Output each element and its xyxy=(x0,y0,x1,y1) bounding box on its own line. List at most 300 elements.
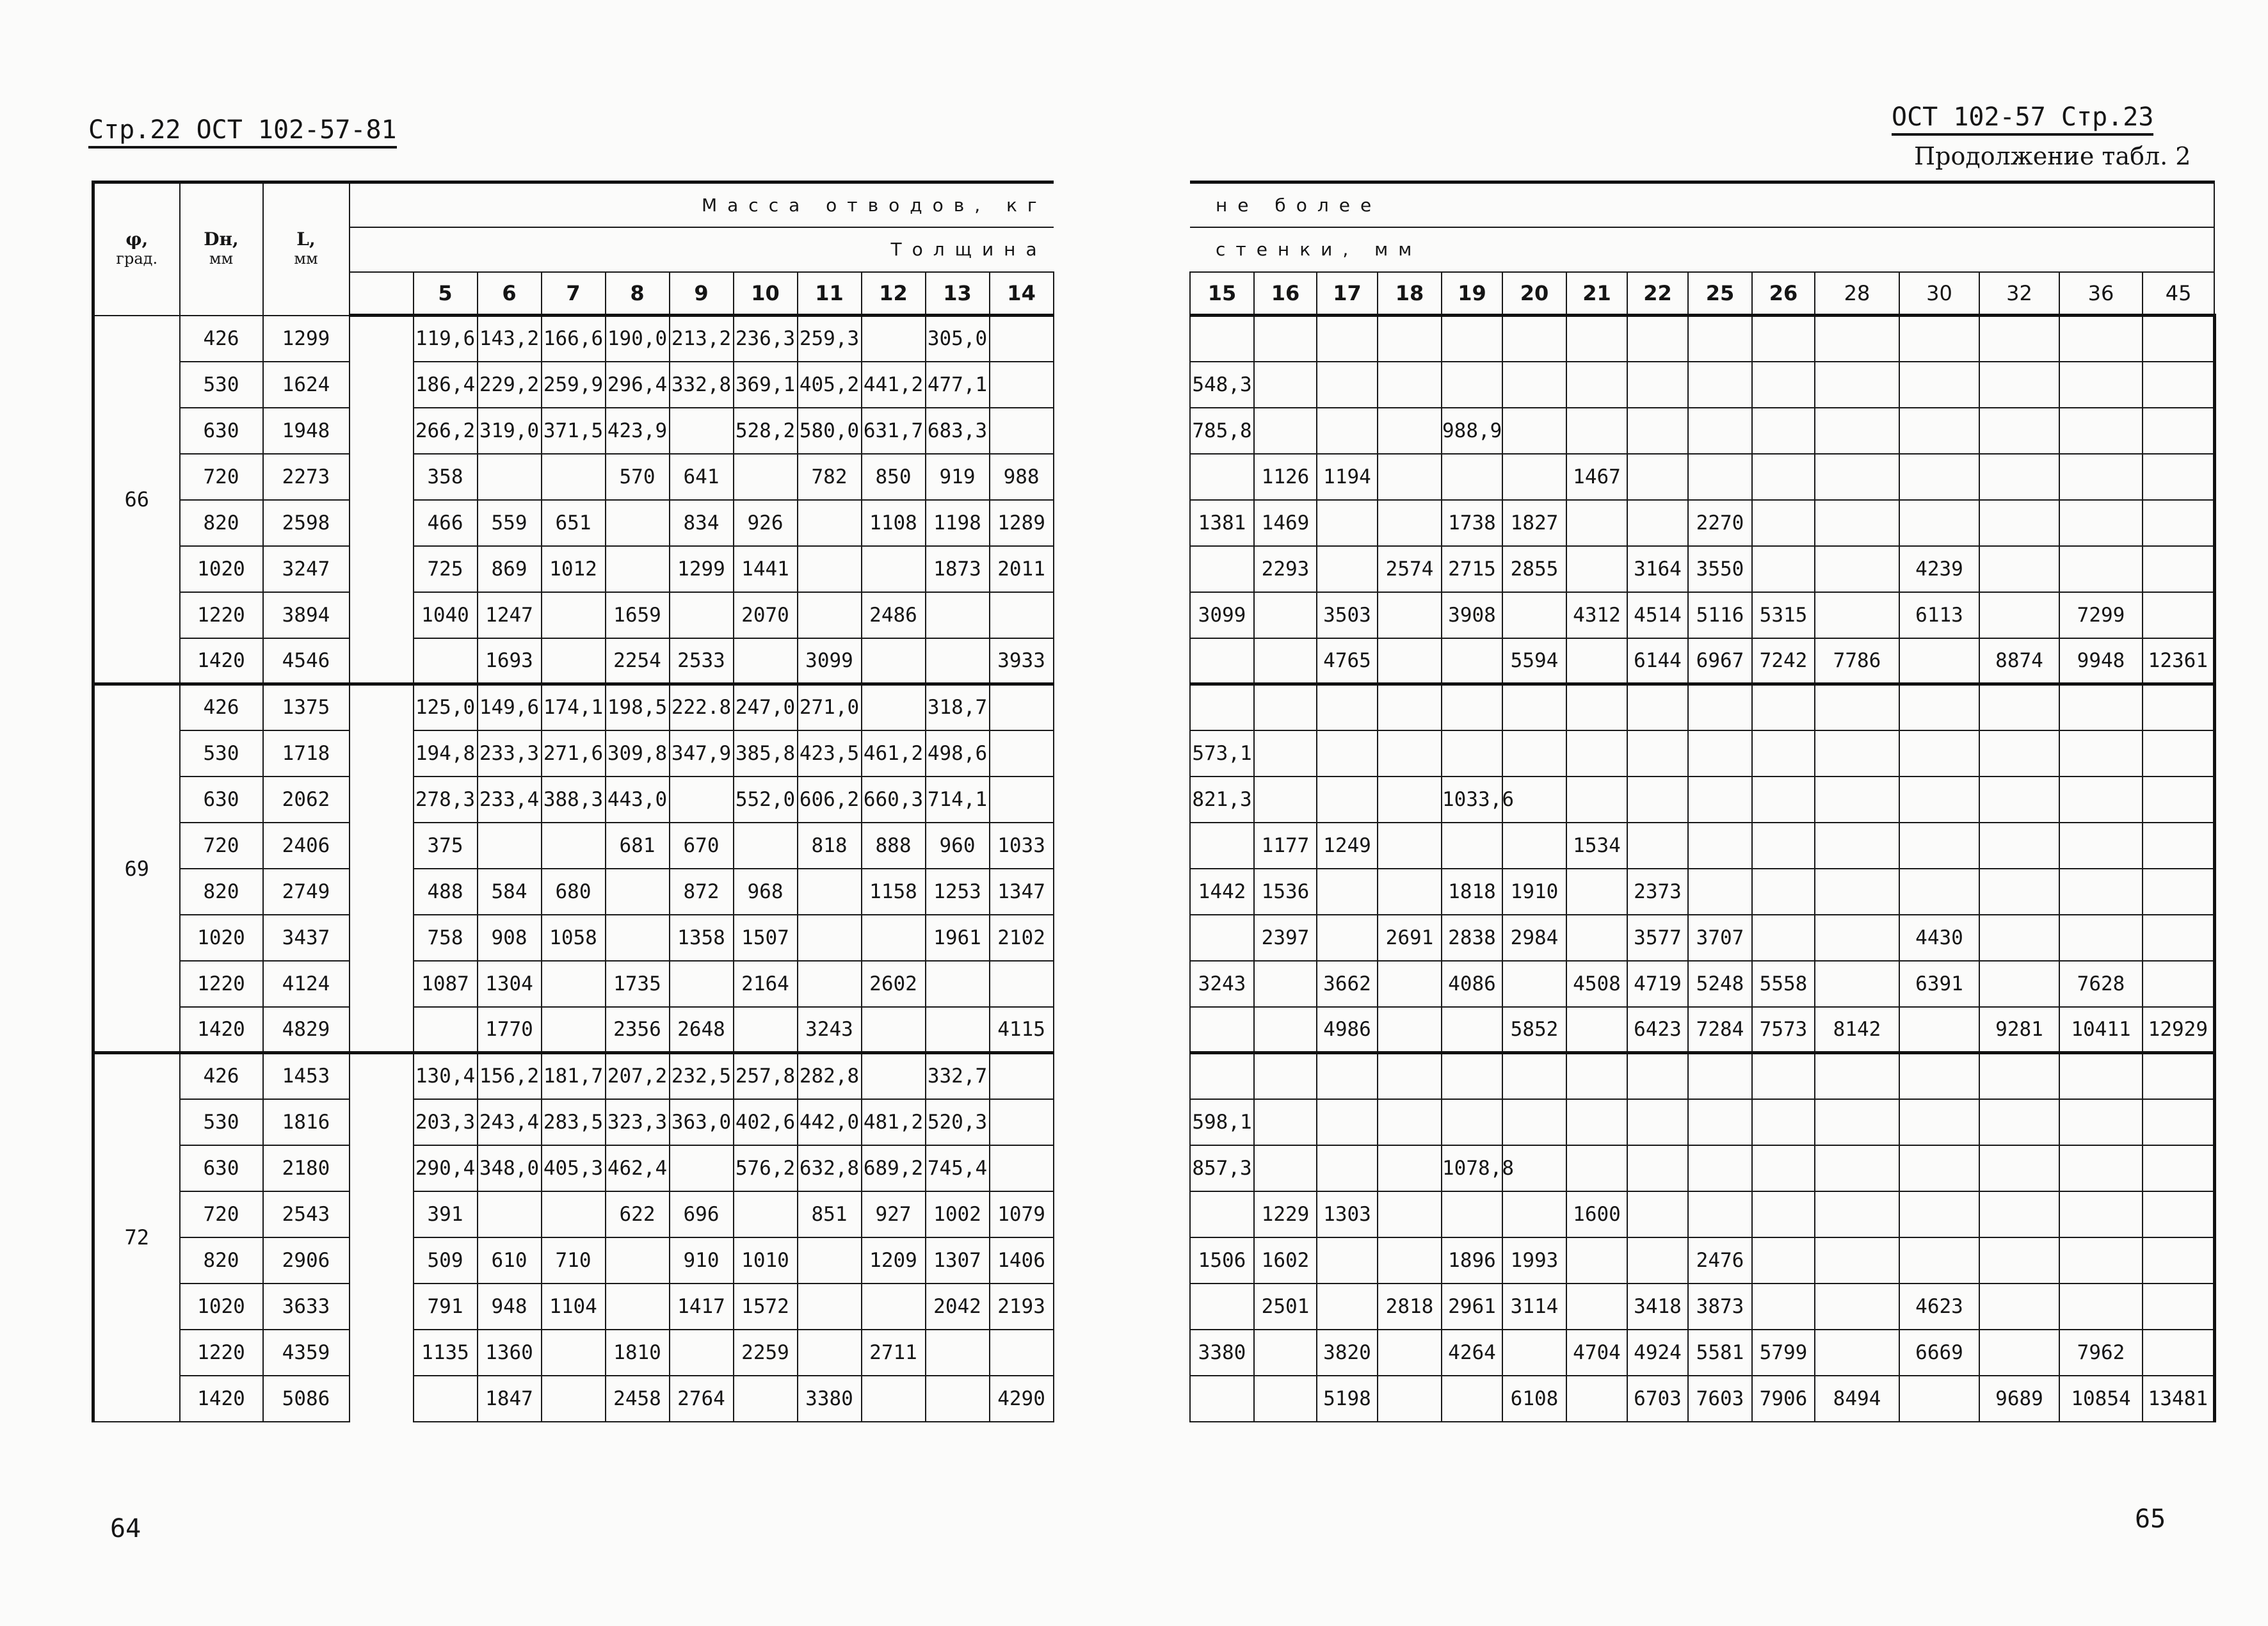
mass-cell: 2574 xyxy=(1378,546,1442,592)
mass-cell xyxy=(1190,546,1254,592)
mass-cell: 405,3 xyxy=(542,1145,606,1191)
mass-cell xyxy=(926,1007,990,1053)
mass-cell xyxy=(1566,1145,1627,1191)
mass-cell: 7573 xyxy=(1752,1007,1815,1053)
mass-cell xyxy=(2143,684,2214,730)
mass-cell xyxy=(1627,1099,1688,1145)
dn-header xyxy=(180,182,263,316)
spacer-cell xyxy=(350,823,414,869)
mass-cell xyxy=(1442,1191,1502,1237)
table-row xyxy=(93,777,1054,823)
mass-cell xyxy=(862,1376,926,1422)
mass-cell: 3908 xyxy=(1442,592,1502,638)
mass-cell xyxy=(606,869,670,915)
mass-cell: 243,4 xyxy=(478,1099,542,1145)
mass-cell xyxy=(1254,684,1317,730)
mass-cell: 1307 xyxy=(926,1237,990,1284)
mass-cell: 584 xyxy=(478,869,542,915)
mass-cell xyxy=(1899,1099,1979,1145)
mass-cell: 960 xyxy=(926,823,990,869)
mass-cell xyxy=(1752,546,1815,592)
mass-cell xyxy=(2059,316,2143,362)
mass-cell: 375 xyxy=(414,823,478,869)
mass-cell xyxy=(1442,316,1502,362)
mass-cell xyxy=(1979,500,2059,546)
mass-cell: 1659 xyxy=(606,592,670,638)
mass-cell xyxy=(1502,1053,1566,1099)
diameter-cell: 1220 xyxy=(180,961,263,1007)
mass-cell: 2648 xyxy=(670,1007,734,1053)
mass-cell: 7906 xyxy=(1752,1376,1815,1422)
mass-cell: 6423 xyxy=(1627,1007,1688,1053)
mass-cell xyxy=(1317,408,1378,454)
mass-cell: 6669 xyxy=(1899,1330,1979,1376)
mass-cell: 1896 xyxy=(1442,1237,1502,1284)
diameter-cell: 530 xyxy=(180,730,263,777)
mass-cell xyxy=(1502,454,1566,500)
mass-cell xyxy=(2143,869,2214,915)
mass-cell: 363,0 xyxy=(670,1099,734,1145)
mass-cell xyxy=(1378,592,1442,638)
mass-cell xyxy=(1317,730,1378,777)
mass-cell: 2691 xyxy=(1378,915,1442,961)
mass-cell: 4704 xyxy=(1566,1330,1627,1376)
mass-cell: 2070 xyxy=(734,592,798,638)
mass-cell xyxy=(1627,316,1688,362)
mass-cell xyxy=(1566,1284,1627,1330)
mass-cell xyxy=(1254,638,1317,684)
mass-cell xyxy=(990,1053,1054,1099)
mass-cell xyxy=(798,1284,862,1330)
diameter-cell: 1420 xyxy=(180,638,263,684)
mass-cell xyxy=(1815,454,1899,500)
table-row xyxy=(93,592,1054,638)
mass-cell: 2254 xyxy=(606,638,670,684)
mass-cell: 9281 xyxy=(1979,1007,2059,1053)
diameter-cell: 1420 xyxy=(180,1376,263,1422)
table-row xyxy=(93,454,1054,500)
mass-cell xyxy=(2059,546,2143,592)
mass-cell: 509 xyxy=(414,1237,478,1284)
mass-cell xyxy=(1688,316,1752,362)
mass-heading-right: не более xyxy=(1190,182,2214,227)
mass-cell xyxy=(1378,454,1442,500)
mass-cell xyxy=(862,915,926,961)
mass-cell xyxy=(1566,869,1627,915)
thickness-col-header: 28 xyxy=(1815,272,1899,316)
mass-cell: 2501 xyxy=(1254,1284,1317,1330)
mass-cell xyxy=(1317,869,1378,915)
mass-cell xyxy=(670,408,734,454)
mass-cell: 391 xyxy=(414,1191,478,1237)
mass-cell: 423,9 xyxy=(606,408,670,454)
mass-cell xyxy=(1190,638,1254,684)
mass-cell: 2356 xyxy=(606,1007,670,1053)
mass-cell: 12361 xyxy=(2143,638,2214,684)
mass-cell: 5558 xyxy=(1752,961,1815,1007)
mass-cell xyxy=(1688,869,1752,915)
length-cell: 2543 xyxy=(263,1191,350,1237)
table-row xyxy=(1190,823,2214,869)
mass-cell: 385,8 xyxy=(734,730,798,777)
mass-cell xyxy=(1979,869,2059,915)
mass-cell xyxy=(1566,684,1627,730)
mass-cell xyxy=(1688,362,1752,408)
mass-cell: 850 xyxy=(862,454,926,500)
mass-cell xyxy=(670,961,734,1007)
mass-cell xyxy=(670,777,734,823)
mass-cell: 1078,8 xyxy=(1442,1145,1502,1191)
mass-cell xyxy=(2143,1284,2214,1330)
mass-cell: 696 xyxy=(670,1191,734,1237)
length-cell: 1299 xyxy=(263,316,350,362)
mass-cell xyxy=(1979,592,2059,638)
thickness-col-header: 20 xyxy=(1502,272,1566,316)
mass-cell: 5116 xyxy=(1688,592,1752,638)
mass-cell: 651 xyxy=(542,500,606,546)
mass-cell: 1198 xyxy=(926,500,990,546)
mass-cell: 670 xyxy=(670,823,734,869)
mass-cell: 4514 xyxy=(1627,592,1688,638)
mass-cell: 4508 xyxy=(1566,961,1627,1007)
dn-unit: мм xyxy=(209,250,234,268)
diameter-cell: 426 xyxy=(180,684,263,730)
mass-cell xyxy=(1815,730,1899,777)
mass-cell xyxy=(1190,454,1254,500)
mass-cell: 5198 xyxy=(1317,1376,1378,1422)
mass-cell xyxy=(1254,1053,1317,1099)
mass-cell xyxy=(606,546,670,592)
mass-cell xyxy=(1502,362,1566,408)
mass-cell xyxy=(1899,1145,1979,1191)
mass-cell: 2818 xyxy=(1378,1284,1442,1330)
mass-cell xyxy=(2059,454,2143,500)
mass-cell: 6113 xyxy=(1899,592,1979,638)
mass-cell: 1506 xyxy=(1190,1237,1254,1284)
table-row xyxy=(93,915,1054,961)
table-row xyxy=(93,1053,1054,1099)
mass-cell: 332,8 xyxy=(670,362,734,408)
mass-cell: 598,1 xyxy=(1190,1099,1254,1145)
thickness-col-header: 15 xyxy=(1190,272,1254,316)
angle-cell: 69 xyxy=(93,684,180,1053)
mass-cell xyxy=(606,500,670,546)
mass-cell: 680 xyxy=(542,869,606,915)
table-row xyxy=(1190,869,2214,915)
phi-label: φ, xyxy=(125,229,149,250)
length-cell: 2749 xyxy=(263,869,350,915)
mass-cell: 2961 xyxy=(1442,1284,1502,1330)
diameter-cell: 1020 xyxy=(180,1284,263,1330)
mass-cell xyxy=(1502,1099,1566,1145)
mass-cell: 2764 xyxy=(670,1376,734,1422)
mass-cell: 477,1 xyxy=(926,362,990,408)
thickness-col-header: 16 xyxy=(1254,272,1317,316)
spacer-cell xyxy=(350,408,414,454)
mass-cell: 5852 xyxy=(1502,1007,1566,1053)
mass-cell xyxy=(2059,408,2143,454)
table-row xyxy=(93,1145,1054,1191)
mass-cell xyxy=(1502,730,1566,777)
spacer-cell xyxy=(350,1191,414,1237)
mass-cell xyxy=(1442,684,1502,730)
length-cell: 3437 xyxy=(263,915,350,961)
mass-cell: 7603 xyxy=(1688,1376,1752,1422)
mass-cell xyxy=(1502,408,1566,454)
mass-cell xyxy=(1254,777,1317,823)
mass-cell: 1158 xyxy=(862,869,926,915)
mass-cell: 461,2 xyxy=(862,730,926,777)
mass-cell: 3099 xyxy=(1190,592,1254,638)
mass-cell: 462,4 xyxy=(606,1145,670,1191)
mass-cell xyxy=(1317,500,1378,546)
mass-cell: 7962 xyxy=(2059,1330,2143,1376)
mass-cell xyxy=(1752,362,1815,408)
mass-cell xyxy=(2059,1099,2143,1145)
mass-cell: 4765 xyxy=(1317,638,1378,684)
mass-cell: 1289 xyxy=(990,500,1054,546)
mass-cell: 3243 xyxy=(1190,961,1254,1007)
mass-cell: 1536 xyxy=(1254,869,1317,915)
diameter-cell: 426 xyxy=(180,316,263,362)
length-cell: 1718 xyxy=(263,730,350,777)
mass-cell xyxy=(1317,1284,1378,1330)
thickness-col-header: 45 xyxy=(2143,272,2214,316)
mass-cell xyxy=(2059,500,2143,546)
mass-cell xyxy=(798,546,862,592)
mass-cell xyxy=(1752,915,1815,961)
mass-cell: 1247 xyxy=(478,592,542,638)
mass-cell xyxy=(1815,546,1899,592)
mass-cell: 130,4 xyxy=(414,1053,478,1099)
mass-cell xyxy=(1442,362,1502,408)
table-row xyxy=(1190,638,2214,684)
mass-cell xyxy=(1815,915,1899,961)
mass-cell xyxy=(1502,961,1566,1007)
mass-cell: 1358 xyxy=(670,915,734,961)
length-cell: 1375 xyxy=(263,684,350,730)
table-row xyxy=(1190,961,2214,1007)
mass-cell xyxy=(1627,777,1688,823)
mass-cell: 641 xyxy=(670,454,734,500)
mass-cell xyxy=(1627,730,1688,777)
mass-cell xyxy=(1254,1099,1317,1145)
mass-cell: 606,2 xyxy=(798,777,862,823)
mass-cell xyxy=(542,1376,606,1422)
mass-cell: 6108 xyxy=(1502,1376,1566,1422)
mass-cell xyxy=(606,1284,670,1330)
spacer-cell xyxy=(350,454,414,500)
mass-cell: 1347 xyxy=(990,869,1054,915)
table-row xyxy=(93,408,1054,454)
length-cell: 2062 xyxy=(263,777,350,823)
mass-cell: 622 xyxy=(606,1191,670,1237)
mass-cell: 1818 xyxy=(1442,869,1502,915)
mass-cell: 271,6 xyxy=(542,730,606,777)
mass-cell xyxy=(1627,1145,1688,1191)
mass-cell: 2984 xyxy=(1502,915,1566,961)
mass-cell: 1040 xyxy=(414,592,478,638)
mass-cell xyxy=(1442,1099,1502,1145)
mass-cell: 631,7 xyxy=(862,408,926,454)
mass-cell: 8142 xyxy=(1815,1007,1899,1053)
mass-cell xyxy=(1378,1145,1442,1191)
mass-cell: 520,3 xyxy=(926,1099,990,1145)
mass-cell xyxy=(1752,316,1815,362)
mass-cell: 1441 xyxy=(734,546,798,592)
mass-cell xyxy=(1899,1053,1979,1099)
mass-cell xyxy=(2143,1145,2214,1191)
mass-cell xyxy=(1317,684,1378,730)
mass-cell xyxy=(1442,1376,1502,1422)
mass-cell: 576,2 xyxy=(734,1145,798,1191)
mass-cell xyxy=(1752,1284,1815,1330)
table-row xyxy=(93,638,1054,684)
thickness-col-header: 18 xyxy=(1378,272,1442,316)
mass-heading-left: Масса отводов, кг xyxy=(350,182,1054,227)
diameter-cell: 820 xyxy=(180,500,263,546)
mass-cell: 1810 xyxy=(606,1330,670,1376)
length-cell: 1453 xyxy=(263,1053,350,1099)
mass-cell xyxy=(1317,1099,1378,1145)
mass-cell xyxy=(1979,777,2059,823)
table-row xyxy=(1190,454,2214,500)
mass-cell: 1249 xyxy=(1317,823,1378,869)
mass-cell xyxy=(1752,454,1815,500)
mass-cell xyxy=(2143,1191,2214,1237)
mass-cell: 348,0 xyxy=(478,1145,542,1191)
mass-cell xyxy=(2059,730,2143,777)
mass-cell: 2373 xyxy=(1627,869,1688,915)
mass-cell xyxy=(1899,1191,1979,1237)
mass-cell: 156,2 xyxy=(478,1053,542,1099)
mass-cell xyxy=(1815,777,1899,823)
mass-cell xyxy=(1566,500,1627,546)
mass-cell: 821,3 xyxy=(1190,777,1254,823)
mass-cell xyxy=(1378,961,1442,1007)
table-row xyxy=(1190,1007,2214,1053)
mass-cell xyxy=(1979,961,2059,1007)
mass-cell: 12929 xyxy=(2143,1007,2214,1053)
diameter-cell: 530 xyxy=(180,1099,263,1145)
mass-cell xyxy=(606,915,670,961)
mass-cell: 257,8 xyxy=(734,1053,798,1099)
mass-cell: 232,5 xyxy=(670,1053,734,1099)
mass-cell xyxy=(1378,1007,1442,1053)
mass-cell xyxy=(2143,316,2214,362)
mass-cell: 851 xyxy=(798,1191,862,1237)
mass-cell xyxy=(1815,1237,1899,1284)
mass-cell xyxy=(1815,684,1899,730)
mass-cell xyxy=(1190,316,1254,362)
mass-cell xyxy=(1688,1099,1752,1145)
mass-cell xyxy=(1688,1191,1752,1237)
spacer-cell xyxy=(350,915,414,961)
mass-cell xyxy=(2059,777,2143,823)
mass-cell xyxy=(926,1376,990,1422)
mass-cell xyxy=(1979,1330,2059,1376)
mass-cell xyxy=(2143,961,2214,1007)
mass-cell xyxy=(1752,1237,1815,1284)
mass-cell xyxy=(1442,1053,1502,1099)
mass-cell: 2855 xyxy=(1502,546,1566,592)
mass-cell xyxy=(2143,1237,2214,1284)
mass-cell xyxy=(1815,408,1899,454)
mass-cell xyxy=(2059,1191,2143,1237)
mass-cell xyxy=(1815,592,1899,638)
mass-cell xyxy=(1190,915,1254,961)
length-cell: 1816 xyxy=(263,1099,350,1145)
mass-cell: 1534 xyxy=(1566,823,1627,869)
mass-cell: 1010 xyxy=(734,1237,798,1284)
mass-cell: 2486 xyxy=(862,592,926,638)
mass-cell xyxy=(1502,1191,1566,1237)
mass-cell xyxy=(542,823,606,869)
mass-cell xyxy=(1899,454,1979,500)
mass-cell xyxy=(1688,454,1752,500)
mass-cell xyxy=(1378,408,1442,454)
length-cell: 5086 xyxy=(263,1376,350,1422)
mass-cell: 4924 xyxy=(1627,1330,1688,1376)
mass-cell xyxy=(1254,316,1317,362)
spacer-cell xyxy=(350,500,414,546)
mass-cell: 3820 xyxy=(1317,1330,1378,1376)
mass-cell xyxy=(2143,1099,2214,1145)
mass-cell xyxy=(1815,869,1899,915)
mass-cell xyxy=(1979,1191,2059,1237)
mass-cell xyxy=(2059,684,2143,730)
mass-cell xyxy=(2143,777,2214,823)
table-row xyxy=(93,1237,1054,1284)
mass-cell xyxy=(1752,408,1815,454)
mass-cell: 1572 xyxy=(734,1284,798,1330)
mass-cell: 4290 xyxy=(990,1376,1054,1422)
mass-cell xyxy=(1502,823,1566,869)
table-row xyxy=(1190,1284,2214,1330)
mass-cell: 290,4 xyxy=(414,1145,478,1191)
diameter-cell: 630 xyxy=(180,408,263,454)
mass-cell xyxy=(1979,1145,2059,1191)
mass-cell xyxy=(1979,316,2059,362)
mass-cell xyxy=(1378,777,1442,823)
mass-cell: 2711 xyxy=(862,1330,926,1376)
table-row xyxy=(1190,777,2214,823)
table-row xyxy=(93,362,1054,408)
mass-cell xyxy=(1317,1145,1378,1191)
mass-cell: 296,4 xyxy=(606,362,670,408)
mass-cell xyxy=(670,1330,734,1376)
left-table xyxy=(92,181,1054,1422)
mass-cell: 323,3 xyxy=(606,1099,670,1145)
mass-cell xyxy=(734,454,798,500)
mass-cell xyxy=(1752,500,1815,546)
table-row xyxy=(1190,1237,2214,1284)
mass-cell xyxy=(2059,1237,2143,1284)
mass-cell: 369,1 xyxy=(734,362,798,408)
mass-cell: 791 xyxy=(414,1284,478,1330)
mass-cell: 259,3 xyxy=(798,316,862,362)
mass-cell: 143,2 xyxy=(478,316,542,362)
mass-cell xyxy=(1815,961,1899,1007)
mass-cell: 1381 xyxy=(1190,500,1254,546)
length-cell: 4359 xyxy=(263,1330,350,1376)
mass-cell: 203,3 xyxy=(414,1099,478,1145)
mass-cell: 5315 xyxy=(1752,592,1815,638)
mass-cell: 186,4 xyxy=(414,362,478,408)
mass-cell: 174,1 xyxy=(542,684,606,730)
mass-cell xyxy=(1317,777,1378,823)
mass-cell: 1735 xyxy=(606,961,670,1007)
